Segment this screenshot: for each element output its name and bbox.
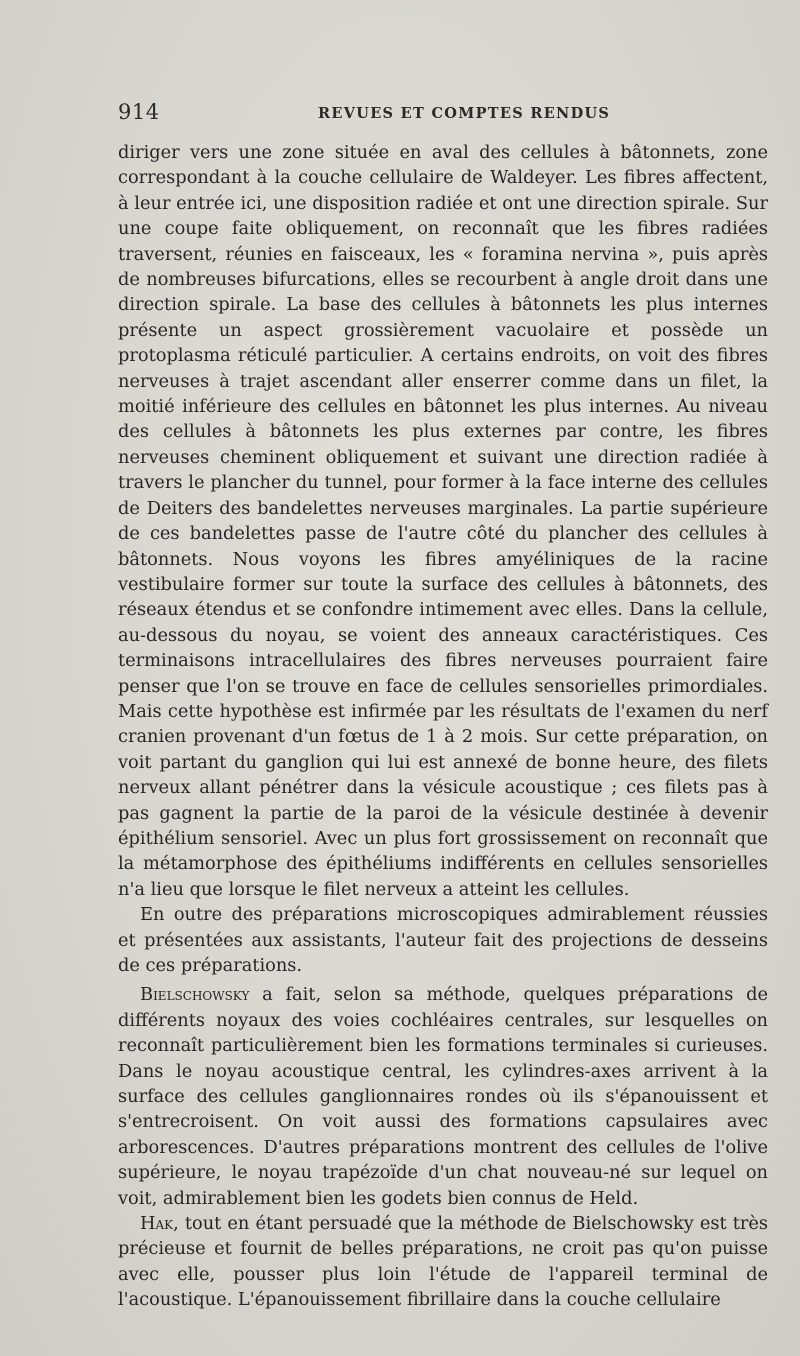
paragraph-1: diriger vers une zone située en aval des cellules à bâtonnets, zone correspondant à la couche cellulaire de Waldeyer. Les fibres affectent, à leur entrée ici, une disposition radiée et ont une direction spirale. Sur une coupe faite obliquement, on reconnaît que les fibres radiées traversent, réunies en faisceaux, les « foramina nervina », puis après de nombreuses bifurcations, elles se recourbent à angle droit dans une direction spirale. La base des cellules à bâtonnets les plus internes présente un aspect grossièrement vacuolaire et possède un protoplasma réticulé particulier. A certains endroits, on voit des fibres nerveuses à trajet ascendant aller enserrer comme dans un filet, la moitié inférieure des cellules en bâtonnet les plus internes. Au niveau des cellules à bâtonnets les plus externes par contre, les fibres nerveuses cheminent obliquement et suivant une direction radiée à travers le plancher du tunnel, pour former à la face interne des cellules de Deiters des bandelettes nerveuses marginales. La partie supérieure de ces bandelettes passe de l'autre côté du plancher des cellules à bâtonnets. Nous voyons les fibres amyéliniques de la racine vestibulaire former sur toute la surface des cellules à bâtonnets, des réseaux étendus et se confondre intimement avec elles. Dans la cellule, au-dessous du noyau, se voient des anneaux caractéristiques. Ces terminaisons intracellulaires des fibres nerveuses pourraient faire penser que l'on se trouve en face de cellules sensorielles primordiales. Mais cette hypothèse est infirmée par les résultats de l'examen du nerf cranien provenant d'un fœtus de 1 à 2 mois. Sur cette préparation, on voit partant du ganglion qui lui est annexé de bonne heure, des filets nerveux allant pénétrer dans la vésicule acoustique ; ces filets pas à pas gagnent la partie de la paroi de la vésicule destinée à devenir épithélium sensoriel. Avec un plus fort grossissement on reconnaît que la métamorphose des épithéliums indifférents en cellules sensorielles n'a lieu que lorsque le filet nerveux a atteint les cellules. [118,142,768,900]
body-text [118,140,768,1313]
paragraph-2: En outre des préparations microscopiques admirablement réussies et présentées aux assistants, l'auteur fait des projections de desseins de ces préparations. [118,904,768,976]
page-header [118,100,768,130]
running-head: REVUES ET COMPTES RENDUS [318,105,611,122]
page-number: 914 [118,100,160,124]
paragraph-4 [118,1211,768,1313]
paragraph-3-text: a fait, selon sa méthode, quelques préparations de différents noyaux des voies cochléaires centrales, sur lesquelles on reconnaît particulièrement bien les formations terminales si curieuses. Dans le noyau acoustique central, les cylindres-axes arrivent à la surface des cellules ganglionnaires rondes où ils s'épanouissent et s'entrecroisent. On voit aussi des formations capsulaires avec arborescences. D'autres préparations montrent des cellules de l'olive supérieure, le noyau trapézoïde d'un chat nouveau-né sur lequel on voit, admirablement bien les godets bien connus de Held. [118,984,768,1209]
author-name: Bielschowsky [140,984,250,1006]
paragraph-3 [118,982,768,1211]
author-name: Hak [140,1213,174,1235]
paragraph-4-text: , tout en étant persuadé que la méthode de Bielschowsky est très précieuse et fournit de belles préparations, ne croit pas qu'on puisse avec elle, pousser plus loin l'étude de l'appareil terminal de l'acoustique. L'épanouissement fibrillaire dans la couche cellulaire [118,1213,768,1311]
